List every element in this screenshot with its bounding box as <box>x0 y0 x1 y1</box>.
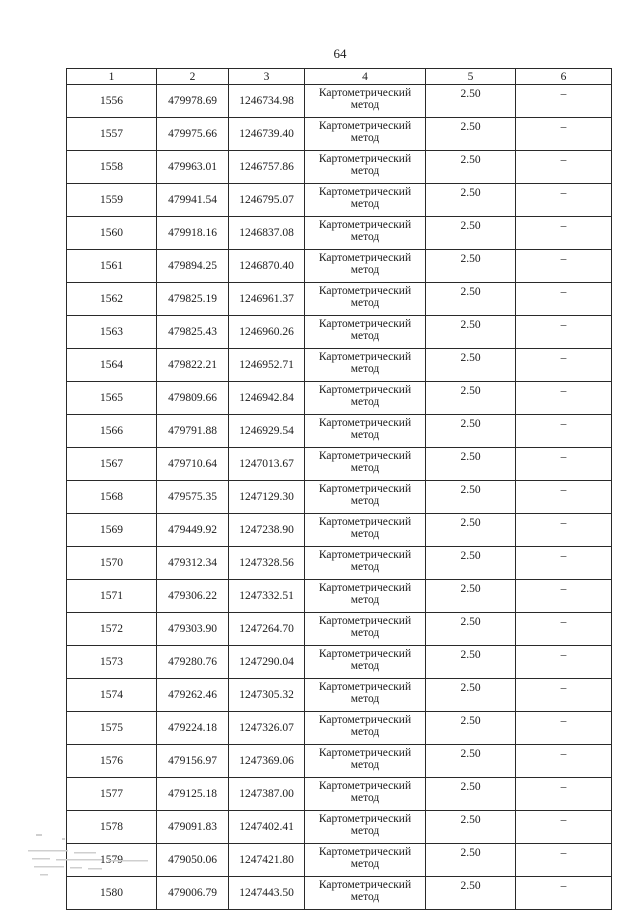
accuracy-cell: 2.50 <box>426 217 516 250</box>
accuracy-cell: 2.50 <box>426 349 516 382</box>
note-cell: – <box>516 85 612 118</box>
note-cell: – <box>516 877 612 910</box>
method-line-1: Картометрический <box>318 417 412 429</box>
x-coordinate-cell: 479006.79 <box>157 877 229 910</box>
note-cell: – <box>516 184 612 217</box>
point-number-cell: 1576 <box>67 745 157 778</box>
note-cell: – <box>516 217 612 250</box>
x-coordinate-cell: 479825.43 <box>157 316 229 349</box>
note-cell: – <box>516 349 612 382</box>
scan-artifact <box>22 832 172 882</box>
y-coordinate-cell: 1247443.50 <box>229 877 305 910</box>
method-cell <box>305 844 426 877</box>
method-cell <box>305 151 426 184</box>
table-header-row <box>67 69 612 85</box>
accuracy-cell: 2.50 <box>426 151 516 184</box>
column-header-1: 1 <box>67 69 157 85</box>
y-coordinate-cell: 1247421.80 <box>229 844 305 877</box>
table-row <box>67 712 612 745</box>
method-line-2: метод <box>350 495 380 507</box>
table-row <box>67 745 612 778</box>
page-number: 64 <box>333 46 347 61</box>
accuracy-cell: 2.50 <box>426 547 516 580</box>
method-line-2: метод <box>350 363 380 375</box>
table-row <box>67 679 612 712</box>
method-line-1: Картометрический <box>318 780 412 792</box>
method-line-2: метод <box>350 726 380 738</box>
x-coordinate-cell: 479091.83 <box>157 811 229 844</box>
column-header-3: 3 <box>229 69 305 85</box>
method-line-1: Картометрический <box>318 681 412 693</box>
method-line-1: Картометрический <box>318 615 412 627</box>
table-row <box>67 349 612 382</box>
x-coordinate-cell: 479825.19 <box>157 283 229 316</box>
y-coordinate-cell: 1247238.90 <box>229 514 305 547</box>
method-line-1: Картометрический <box>318 120 412 132</box>
table-row <box>67 316 612 349</box>
x-coordinate-cell: 479125.18 <box>157 778 229 811</box>
method-line-2: метод <box>350 198 380 210</box>
method-cell <box>305 349 426 382</box>
method-line-2: метод <box>350 528 380 540</box>
method-cell <box>305 613 426 646</box>
x-coordinate-cell: 479280.76 <box>157 646 229 679</box>
column-header-2: 2 <box>157 69 229 85</box>
note-cell: – <box>516 811 612 844</box>
method-cell <box>305 250 426 283</box>
method-cell <box>305 448 426 481</box>
method-line-2: метод <box>350 792 380 804</box>
point-number-cell: 1566 <box>67 415 157 448</box>
x-coordinate-cell: 479312.34 <box>157 547 229 580</box>
method-line-2: метод <box>350 660 380 672</box>
method-line-1: Картометрический <box>318 846 412 858</box>
table-row <box>67 217 612 250</box>
point-number-cell: 1568 <box>67 481 157 514</box>
method-line-2: метод <box>350 231 380 243</box>
method-line-2: метод <box>350 462 380 474</box>
accuracy-cell: 2.50 <box>426 250 516 283</box>
x-coordinate-cell: 479809.66 <box>157 382 229 415</box>
point-number-cell: 1567 <box>67 448 157 481</box>
accuracy-cell: 2.50 <box>426 283 516 316</box>
method-line-2: метод <box>350 891 380 903</box>
note-cell: – <box>516 679 612 712</box>
point-number-cell: 1557 <box>67 118 157 151</box>
x-coordinate-cell: 479575.35 <box>157 481 229 514</box>
x-coordinate-cell: 479941.54 <box>157 184 229 217</box>
method-line-2: метод <box>350 561 380 573</box>
table-row <box>67 778 612 811</box>
y-coordinate-cell: 1247129.30 <box>229 481 305 514</box>
accuracy-cell: 2.50 <box>426 118 516 151</box>
method-cell <box>305 745 426 778</box>
column-header-6: 6 <box>516 69 612 85</box>
accuracy-cell: 2.50 <box>426 811 516 844</box>
accuracy-cell: 2.50 <box>426 481 516 514</box>
note-cell: – <box>516 118 612 151</box>
method-line-2: метод <box>350 825 380 837</box>
y-coordinate-cell: 1246870.40 <box>229 250 305 283</box>
method-line-2: метод <box>350 297 380 309</box>
accuracy-cell: 2.50 <box>426 448 516 481</box>
method-cell <box>305 217 426 250</box>
x-coordinate-cell: 479894.25 <box>157 250 229 283</box>
y-coordinate-cell: 1246837.08 <box>229 217 305 250</box>
method-line-1: Картометрический <box>318 252 412 264</box>
y-coordinate-cell: 1247402.41 <box>229 811 305 844</box>
x-coordinate-cell: 479156.97 <box>157 745 229 778</box>
y-coordinate-cell: 1246942.84 <box>229 382 305 415</box>
accuracy-cell: 2.50 <box>426 613 516 646</box>
note-cell: – <box>516 151 612 184</box>
note-cell: – <box>516 547 612 580</box>
method-cell <box>305 646 426 679</box>
table-row <box>67 547 612 580</box>
accuracy-cell: 2.50 <box>426 316 516 349</box>
x-coordinate-cell: 479050.06 <box>157 844 229 877</box>
column-header-4: 4 <box>305 69 426 85</box>
y-coordinate-cell: 1246929.54 <box>229 415 305 448</box>
method-line-1: Картометрический <box>318 285 412 297</box>
y-coordinate-cell: 1247332.51 <box>229 580 305 613</box>
point-number-cell: 1570 <box>67 547 157 580</box>
table-row <box>67 85 612 118</box>
x-coordinate-cell: 479791.88 <box>157 415 229 448</box>
note-cell: – <box>516 283 612 316</box>
method-line-1: Картометрический <box>318 648 412 660</box>
table-row <box>67 580 612 613</box>
x-coordinate-cell: 479975.66 <box>157 118 229 151</box>
note-cell: – <box>516 844 612 877</box>
y-coordinate-cell: 1246757.86 <box>229 151 305 184</box>
y-coordinate-cell: 1246952.71 <box>229 349 305 382</box>
point-number-cell: 1575 <box>67 712 157 745</box>
point-number-cell: 1564 <box>67 349 157 382</box>
y-coordinate-cell: 1247305.32 <box>229 679 305 712</box>
point-number-cell: 1577 <box>67 778 157 811</box>
table-row <box>67 118 612 151</box>
y-coordinate-cell: 1247013.67 <box>229 448 305 481</box>
accuracy-cell: 2.50 <box>426 646 516 679</box>
method-cell <box>305 85 426 118</box>
note-cell: – <box>516 712 612 745</box>
point-number-cell: 1574 <box>67 679 157 712</box>
note-cell: – <box>516 514 612 547</box>
method-cell <box>305 877 426 910</box>
y-coordinate-cell: 1247369.06 <box>229 745 305 778</box>
table-row <box>67 415 612 448</box>
method-cell <box>305 580 426 613</box>
point-number-cell: 1571 <box>67 580 157 613</box>
accuracy-cell: 2.50 <box>426 712 516 745</box>
method-cell <box>305 514 426 547</box>
method-line-2: метод <box>350 429 380 441</box>
point-number-cell: 1573 <box>67 646 157 679</box>
note-cell: – <box>516 415 612 448</box>
accuracy-cell: 2.50 <box>426 85 516 118</box>
accuracy-cell: 2.50 <box>426 679 516 712</box>
table-body <box>67 85 612 910</box>
point-number-cell: 1580 <box>67 877 157 910</box>
method-line-1: Картометрический <box>318 384 412 396</box>
table-row <box>67 184 612 217</box>
y-coordinate-cell: 1247264.70 <box>229 613 305 646</box>
y-coordinate-cell: 1247328.56 <box>229 547 305 580</box>
method-cell <box>305 778 426 811</box>
x-coordinate-cell: 479710.64 <box>157 448 229 481</box>
accuracy-cell: 2.50 <box>426 514 516 547</box>
method-line-1: Картометрический <box>318 186 412 198</box>
table-row <box>67 646 612 679</box>
method-line-1: Картометрический <box>318 549 412 561</box>
method-line-2: метод <box>350 759 380 771</box>
x-coordinate-cell: 479306.22 <box>157 580 229 613</box>
note-cell: – <box>516 745 612 778</box>
method-line-1: Картометрический <box>318 582 412 594</box>
method-cell <box>305 283 426 316</box>
x-coordinate-cell: 479918.16 <box>157 217 229 250</box>
method-cell <box>305 118 426 151</box>
note-cell: – <box>516 778 612 811</box>
note-cell: – <box>516 613 612 646</box>
accuracy-cell: 2.50 <box>426 877 516 910</box>
accuracy-cell: 2.50 <box>426 382 516 415</box>
y-coordinate-cell: 1247290.04 <box>229 646 305 679</box>
method-line-2: метод <box>350 330 380 342</box>
x-coordinate-cell: 479262.46 <box>157 679 229 712</box>
method-line-1: Картометрический <box>318 714 412 726</box>
x-coordinate-cell: 479963.01 <box>157 151 229 184</box>
method-line-1: Картометрический <box>318 219 412 231</box>
y-coordinate-cell: 1246961.37 <box>229 283 305 316</box>
method-cell <box>305 712 426 745</box>
point-number-cell: 1569 <box>67 514 157 547</box>
method-cell <box>305 811 426 844</box>
x-coordinate-cell: 479822.21 <box>157 349 229 382</box>
accuracy-cell: 2.50 <box>426 778 516 811</box>
note-cell: – <box>516 250 612 283</box>
method-line-1: Картометрический <box>318 153 412 165</box>
table-row <box>67 382 612 415</box>
accuracy-cell: 2.50 <box>426 184 516 217</box>
method-line-1: Картометрический <box>318 87 412 99</box>
method-cell <box>305 184 426 217</box>
method-line-2: метод <box>350 627 380 639</box>
y-coordinate-cell: 1246960.26 <box>229 316 305 349</box>
method-cell <box>305 382 426 415</box>
method-line-1: Картометрический <box>318 351 412 363</box>
point-number-cell: 1559 <box>67 184 157 217</box>
point-number-cell: 1563 <box>67 316 157 349</box>
x-coordinate-cell: 479978.69 <box>157 85 229 118</box>
method-line-2: метод <box>350 396 380 408</box>
method-line-1: Картометрический <box>318 516 412 528</box>
method-line-2: метод <box>350 264 380 276</box>
point-number-cell: 1558 <box>67 151 157 184</box>
accuracy-cell: 2.50 <box>426 415 516 448</box>
accuracy-cell: 2.50 <box>426 580 516 613</box>
method-line-2: метод <box>350 858 380 870</box>
method-cell <box>305 316 426 349</box>
method-cell <box>305 481 426 514</box>
method-line-1: Картометрический <box>318 879 412 891</box>
accuracy-cell: 2.50 <box>426 745 516 778</box>
method-line-2: метод <box>350 132 380 144</box>
table-row <box>67 613 612 646</box>
table-row <box>67 250 612 283</box>
method-line-2: метод <box>350 693 380 705</box>
method-cell <box>305 679 426 712</box>
column-header-5: 5 <box>426 69 516 85</box>
coordinates-table <box>66 68 612 910</box>
y-coordinate-cell: 1246734.98 <box>229 85 305 118</box>
point-number-cell: 1572 <box>67 613 157 646</box>
note-cell: – <box>516 316 612 349</box>
point-number-cell: 1556 <box>67 85 157 118</box>
method-line-1: Картометрический <box>318 450 412 462</box>
method-line-2: метод <box>350 165 380 177</box>
y-coordinate-cell: 1246739.40 <box>229 118 305 151</box>
method-line-1: Картометрический <box>318 483 412 495</box>
table-row <box>67 151 612 184</box>
point-number-cell: 1561 <box>67 250 157 283</box>
method-line-1: Картометрический <box>318 318 412 330</box>
y-coordinate-cell: 1247387.00 <box>229 778 305 811</box>
method-cell <box>305 415 426 448</box>
note-cell: – <box>516 382 612 415</box>
table-row <box>67 481 612 514</box>
table-row <box>67 514 612 547</box>
method-line-1: Картометрический <box>318 747 412 759</box>
method-cell <box>305 547 426 580</box>
point-number-cell: 1562 <box>67 283 157 316</box>
note-cell: – <box>516 646 612 679</box>
accuracy-cell: 2.50 <box>426 844 516 877</box>
method-line-1: Картометрический <box>318 813 412 825</box>
table-row <box>67 448 612 481</box>
point-number-cell: 1565 <box>67 382 157 415</box>
note-cell: – <box>516 580 612 613</box>
note-cell: – <box>516 448 612 481</box>
y-coordinate-cell: 1247326.07 <box>229 712 305 745</box>
note-cell: – <box>516 481 612 514</box>
method-line-2: метод <box>350 594 380 606</box>
method-line-2: метод <box>350 99 380 111</box>
point-number-cell: 1578 <box>67 811 157 844</box>
table-row <box>67 283 612 316</box>
point-number-cell: 1560 <box>67 217 157 250</box>
x-coordinate-cell: 479224.18 <box>157 712 229 745</box>
x-coordinate-cell: 479303.90 <box>157 613 229 646</box>
x-coordinate-cell: 479449.92 <box>157 514 229 547</box>
y-coordinate-cell: 1246795.07 <box>229 184 305 217</box>
